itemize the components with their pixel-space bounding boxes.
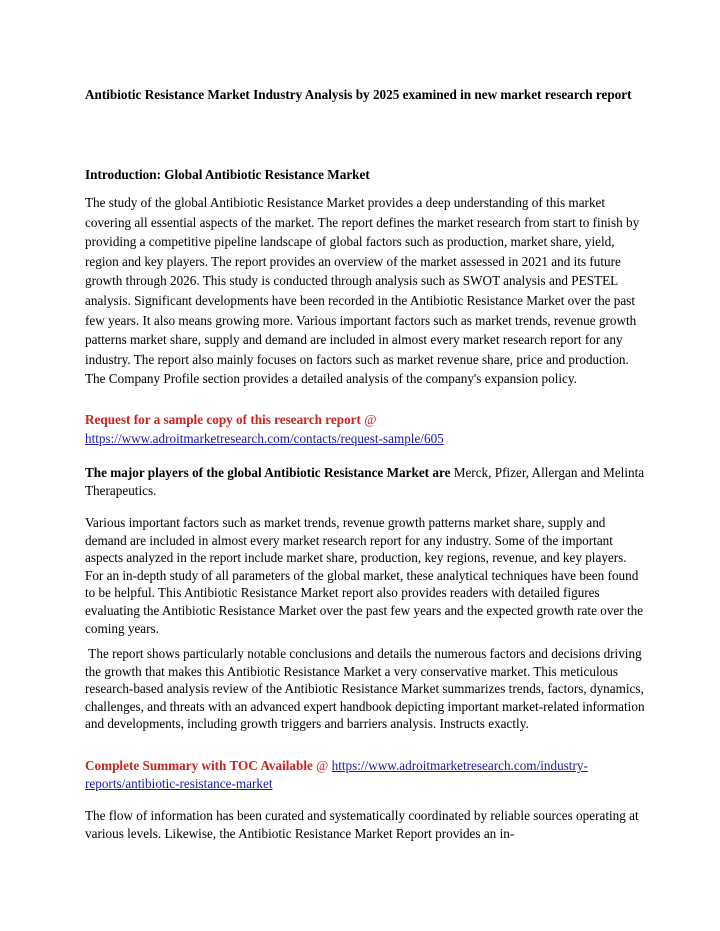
flow-paragraph: The flow of information has been curated and systematically coordinated by reliable sources operating at various levels. Likewise, the Antibiotic Resistance Market Report provides an in- [85,808,639,841]
intro-paragraph: The study of the global Antibiotic Resistance Market provides a deep understanding of this market covering all essential aspects of the market. The report defines the market research from start to finish by providing a competitive pipeline landscape of global factors such as production, market share, yield, region and key players. The report provides an overview of the market assessed in 2021 and its future growth through 2026. This study is conducted through analysis such as SWOT analysis and PESTEL analysis. Significant developments have been recorded in the Antibiotic Resistance Market over the past few years. It also means growing more. Various important factors such as market trends, revenue growth patterns market share, supply and demand are included in almost every market research report for any industry. The report also mainly focuses on factors such as market revenue share, price and production. The Company Profile section provides a detailed analysis of the company's expansion policy. [85,195,640,387]
conclusions-paragraph [85,645,645,733]
sample-request-label: Request for a sample copy of this research report [85,412,361,427]
toc-at: @ [316,758,329,773]
major-players-names: Merck, Pfizer, Allergan and Melinta Therapeutics. [85,465,645,498]
intro-heading: Introduction: Global Antibiotic Resistance Market [85,167,370,182]
factors-paragraph: Various important factors such as market trends, revenue growth patterns market share, supply and demand are included in almost every market research report for any industry. Some of the important aspects analyzed in the report include market share, production, key regions, revenue, and key players. For an in-depth study of all parameters of the global market, these analytical techniques have been found to be helpful. This Antibiotic Resistance Market report also provides readers with detailed figures evaluating the Antibiotic Resistance Market over the past few years and the expected growth rate over the coming years. [85,515,644,636]
major-players-label: The major players of the global Antibiotic Resistance Market are [85,465,451,480]
toc-summary [85,757,645,793]
major-players [85,464,645,500]
toc-label: Complete Summary with TOC Available [85,758,313,773]
toc-link[interactable]: https://www.adroitmarketresearch.com/industry-reports/antibiotic-resistance-market [85,758,588,791]
conclusions-text: The report shows particularly notable conclusions and details the numerous factors and decisions driving the growth that makes this Antibiotic Resistance Market a very conservative market. This meticulous research-based analysis review of the Antibiotic Resistance Market summarizes trends, factors, dynamics, challenges, and threats with an advanced expert handbook depicting important market-related information and developments, including growth triggers and barriers analysis. Instructs exactly. [85,646,645,732]
sample-request-at: @ [364,412,377,427]
sample-request [85,410,645,448]
document-title: Antibiotic Resistance Market Industry Analysis by 2025 examined in new market research report [85,87,632,102]
sample-request-link[interactable]: https://www.adroitmarketresearch.com/contacts/request-sample/605 [85,431,444,446]
